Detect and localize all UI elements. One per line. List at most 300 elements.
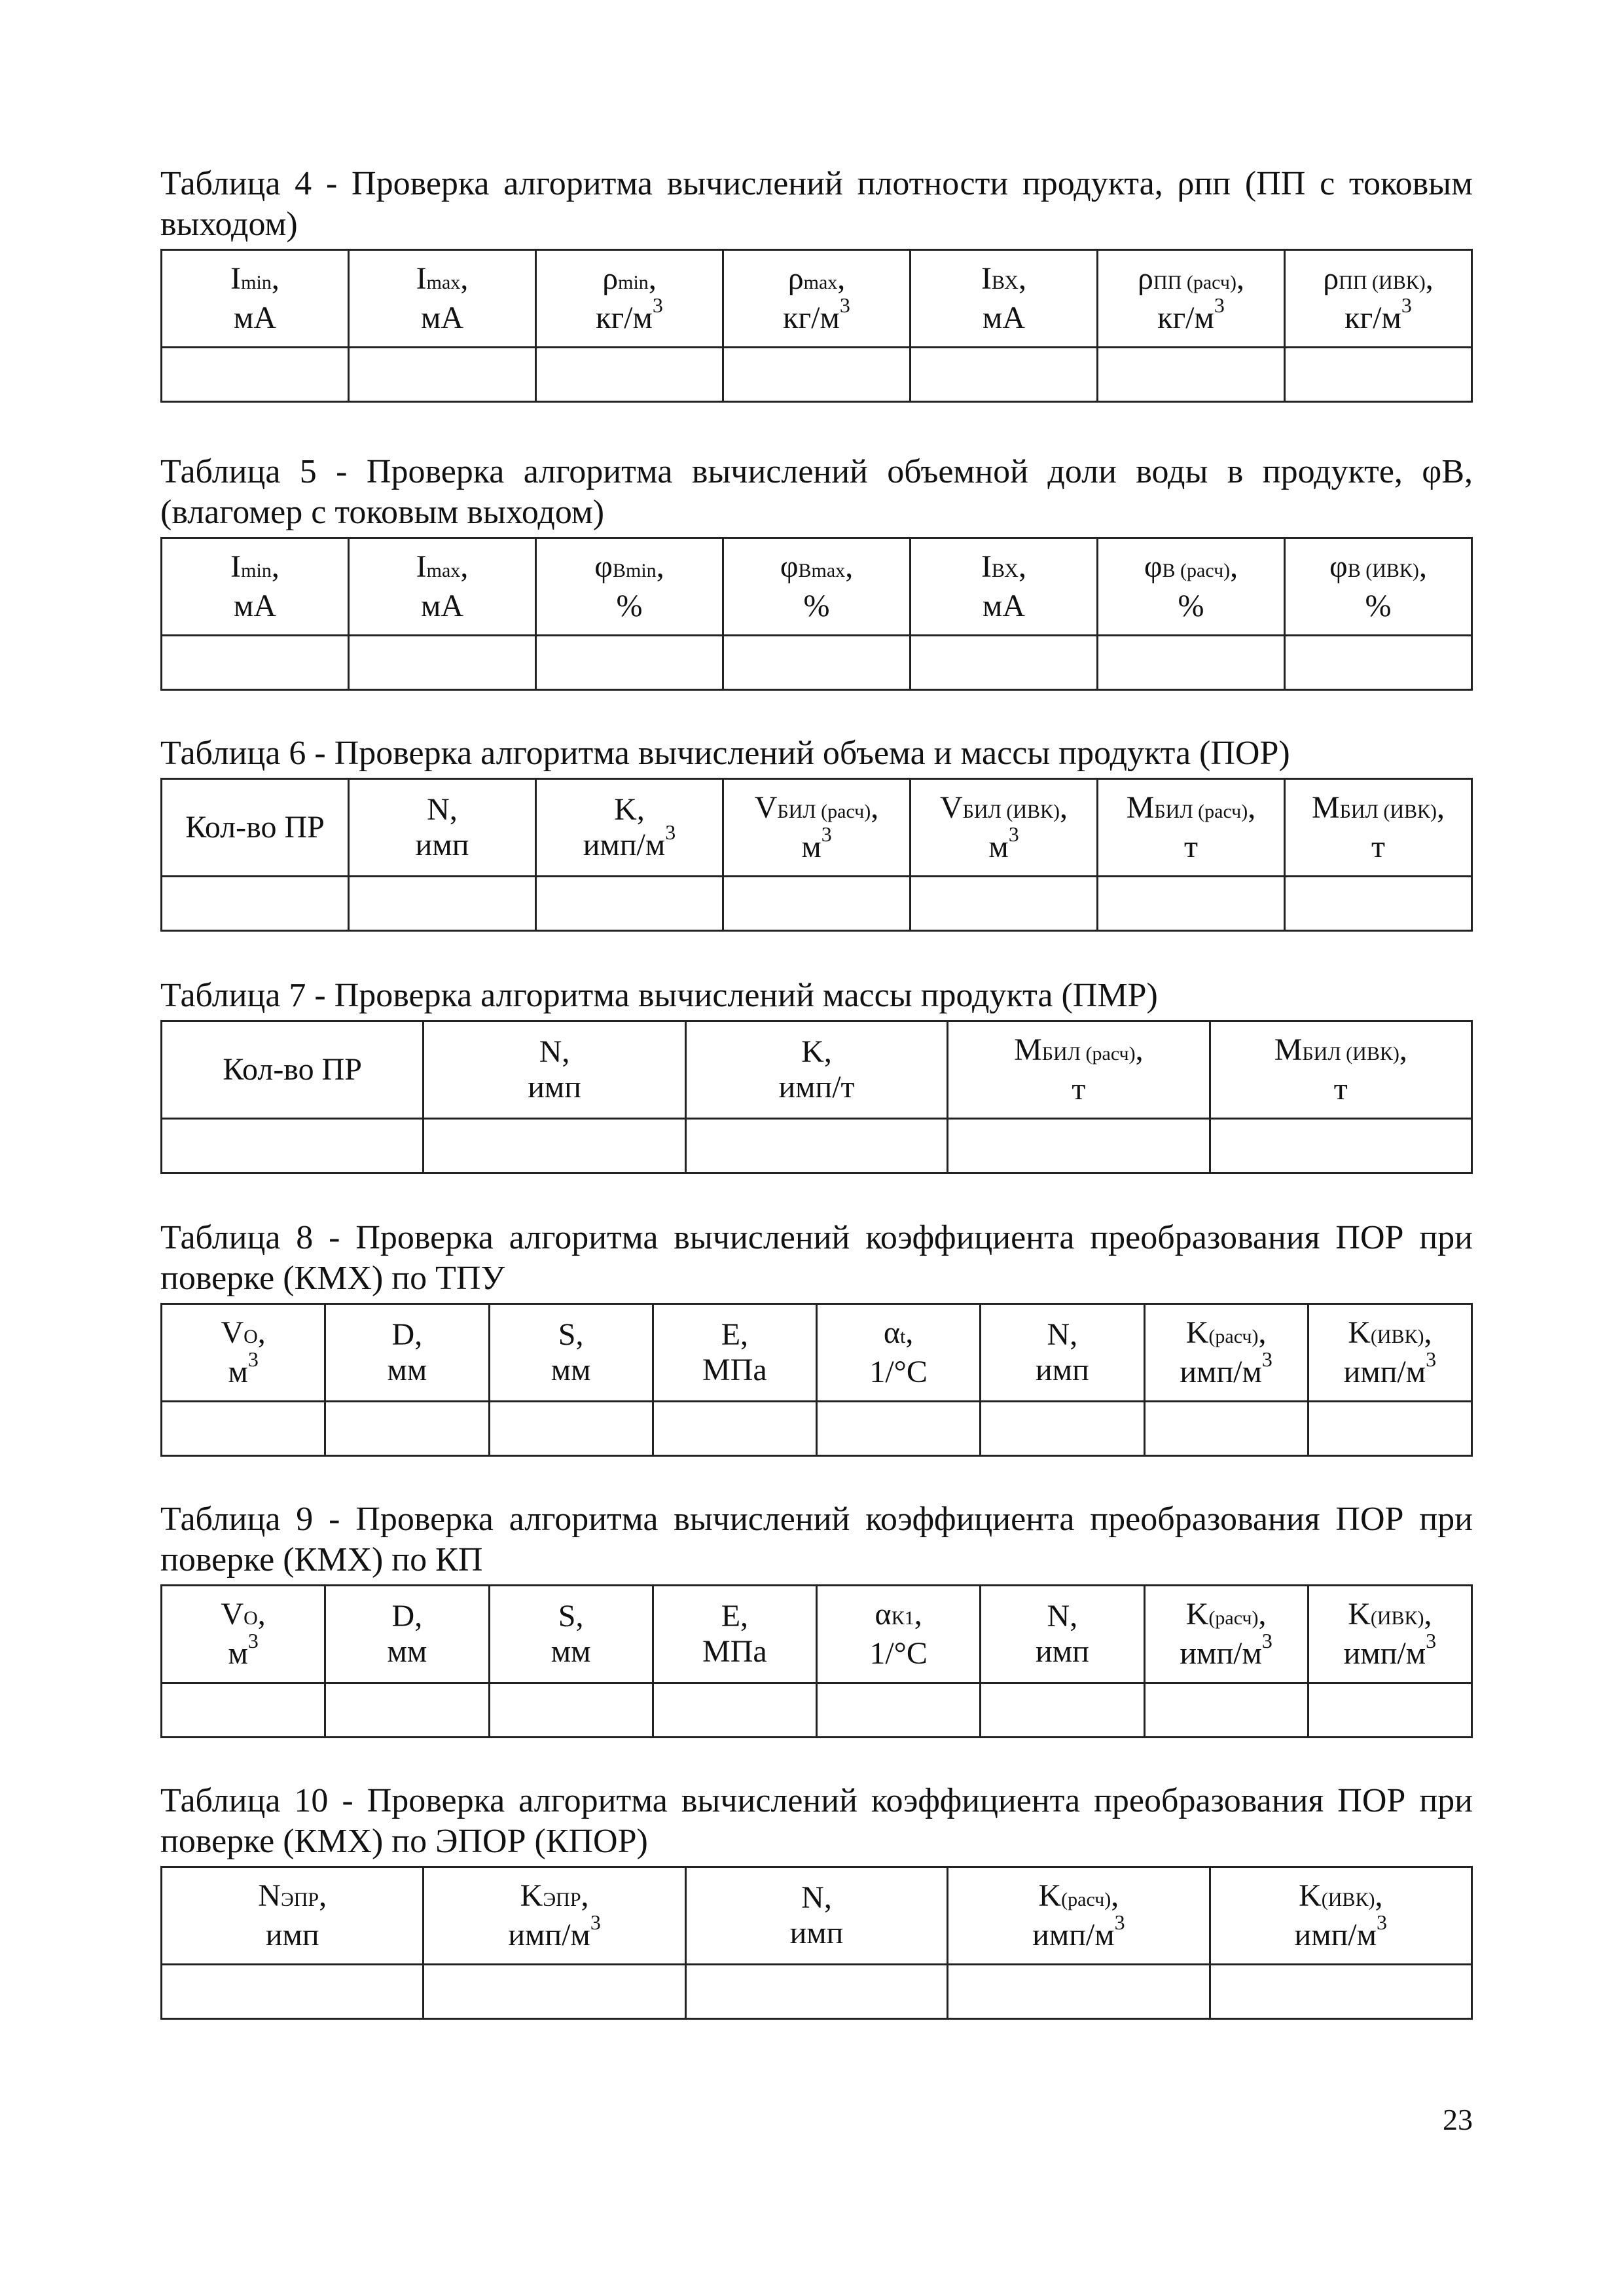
- table-cell[interactable]: [1210, 1965, 1471, 2019]
- separator: ,: [414, 1317, 423, 1352]
- column-symbol: [691, 1034, 943, 1070]
- symbol: V: [939, 790, 963, 825]
- column-unit: [985, 1634, 1139, 1669]
- column-header: [162, 250, 349, 348]
- table-cell[interactable]: [325, 1402, 489, 1456]
- separator: ,: [1070, 1317, 1078, 1352]
- table-cell[interactable]: [911, 877, 1098, 931]
- separator: ,: [1375, 1878, 1383, 1913]
- column-unit: [353, 828, 531, 863]
- table-cell[interactable]: [536, 636, 723, 690]
- symbol: K: [801, 1034, 824, 1069]
- table-cell[interactable]: [424, 1965, 685, 2019]
- column-header: [349, 779, 536, 877]
- table-cell[interactable]: [162, 348, 349, 402]
- unit-superscript: 3: [247, 1629, 259, 1652]
- symbol: E: [721, 1599, 741, 1633]
- table-cell[interactable]: [536, 877, 723, 931]
- separator: ,: [271, 549, 280, 584]
- unit-superscript: 3: [1401, 293, 1412, 317]
- column-header: [349, 250, 536, 348]
- column-unit: [541, 293, 718, 336]
- column-header: [424, 1867, 685, 1965]
- unit: м: [801, 829, 821, 864]
- column-unit: [952, 1910, 1204, 1953]
- column-header: [325, 1586, 489, 1683]
- symbol: I: [230, 261, 242, 296]
- unit: имп/м: [1343, 1355, 1426, 1389]
- separator: ,: [1425, 261, 1434, 296]
- table-cell[interactable]: [817, 1402, 981, 1456]
- table-row: [162, 1402, 1472, 1456]
- table-10-caption: Таблица 10 - Проверка алгоритма вычислений коэффициента преобразования ПОР при поверке (КМХ) по ЭПОР (КПОР): [160, 1782, 1473, 1860]
- table-5-block: [160, 452, 1473, 691]
- column-header: [489, 1304, 653, 1402]
- column-unit: [541, 589, 718, 624]
- unit: кг/м: [1157, 301, 1214, 335]
- symbol-subscript: ВХ: [992, 560, 1019, 581]
- unit-superscript: 3: [247, 1347, 259, 1371]
- column-symbol: [1149, 1597, 1303, 1636]
- column-symbol: [330, 1317, 484, 1353]
- column-unit: [330, 1634, 484, 1669]
- separator: ,: [1018, 261, 1026, 296]
- unit-superscript: 3: [1426, 1347, 1437, 1371]
- column-header: [981, 1304, 1144, 1402]
- column-header: [349, 538, 536, 636]
- table-cell[interactable]: [1285, 348, 1472, 402]
- symbol-subscript: В (ИВК): [1347, 560, 1419, 581]
- table-5: [160, 537, 1473, 691]
- symbol: K: [520, 1878, 543, 1913]
- table-cell[interactable]: [1098, 348, 1285, 402]
- table-10: [160, 1866, 1473, 2020]
- column-header: [1144, 1586, 1308, 1683]
- column-symbol: [728, 261, 905, 301]
- table-cell[interactable]: [723, 636, 911, 690]
- symbol: V: [754, 790, 778, 825]
- column-unit: [1149, 1629, 1303, 1671]
- table-cell[interactable]: [1308, 1683, 1471, 1738]
- separator: ,: [914, 1597, 922, 1631]
- column-symbol: [691, 1880, 943, 1916]
- symbol: K: [1348, 1597, 1371, 1631]
- unit: имп: [265, 1918, 319, 1952]
- column-header: [162, 1304, 325, 1402]
- column-unit: [658, 1634, 812, 1669]
- table-cell[interactable]: [948, 1119, 1210, 1173]
- header-row: [162, 1586, 1472, 1683]
- unit: мм: [550, 1634, 591, 1669]
- separator: ,: [1060, 790, 1068, 825]
- table-cell[interactable]: [817, 1683, 981, 1738]
- table-10-block: [160, 1781, 1473, 2020]
- table-row: [162, 636, 1472, 690]
- symbol: M: [1014, 1032, 1042, 1067]
- unit: имп: [415, 828, 469, 862]
- column-unit: [1313, 1347, 1467, 1390]
- column-symbol: [915, 790, 1092, 829]
- column-unit: [691, 1916, 943, 1951]
- column-unit: [658, 1353, 812, 1388]
- column-unit: [166, 301, 344, 336]
- column-unit: [728, 293, 905, 336]
- symbol-subscript: В (расч): [1162, 560, 1231, 581]
- table-row: [162, 348, 1472, 402]
- symbol-subscript: max: [426, 560, 461, 581]
- symbol: D: [391, 1317, 415, 1352]
- unit: кг/м: [783, 301, 840, 335]
- column-unit: [541, 820, 718, 863]
- table-cell[interactable]: [685, 1965, 947, 2019]
- symbol: N: [258, 1878, 281, 1913]
- unit: мм: [387, 1634, 427, 1669]
- unit: мА: [982, 301, 1026, 335]
- column-header: [1144, 1304, 1308, 1402]
- table-cell[interactable]: [1144, 1402, 1308, 1456]
- symbol: N: [1047, 1317, 1070, 1352]
- symbol: V: [221, 1597, 244, 1631]
- table-cell[interactable]: [1285, 636, 1472, 690]
- column-unit: [1102, 589, 1280, 624]
- column-header: [325, 1304, 489, 1402]
- symbol: D: [391, 1599, 415, 1633]
- column-header: [911, 538, 1098, 636]
- column-symbol: [1215, 1032, 1467, 1072]
- column-unit: [728, 589, 905, 624]
- table-cell[interactable]: [1098, 636, 1285, 690]
- column-symbol: [985, 1317, 1139, 1353]
- column-symbol: [166, 1052, 418, 1087]
- unit: имп/м: [1180, 1636, 1262, 1671]
- column-header: [685, 1021, 947, 1119]
- unit: м: [228, 1355, 248, 1389]
- column-unit: [1149, 1347, 1303, 1390]
- separator: ,: [1437, 790, 1445, 825]
- table-cell[interactable]: [349, 877, 536, 931]
- symbol-subscript: ПП (ИВК): [1339, 272, 1426, 293]
- unit: мА: [420, 301, 464, 335]
- symbol: Кол-во ПР: [223, 1052, 362, 1087]
- table-cell[interactable]: [1285, 877, 1472, 931]
- unit: мА: [420, 589, 464, 623]
- unit: мм: [550, 1353, 591, 1387]
- column-symbol: [353, 792, 531, 828]
- separator: ,: [1070, 1599, 1078, 1633]
- separator: ,: [636, 792, 645, 827]
- table-cell[interactable]: [981, 1402, 1144, 1456]
- symbol: S: [558, 1599, 576, 1633]
- symbol-subscript: ЭПР: [280, 1889, 319, 1910]
- symbol-subscript: БИЛ (расч): [1041, 1043, 1136, 1065]
- table-cell[interactable]: [162, 1402, 325, 1456]
- table-cell[interactable]: [911, 636, 1098, 690]
- symbol: M: [1274, 1032, 1303, 1067]
- unit: имп/м: [583, 828, 666, 862]
- table-cell[interactable]: [948, 1965, 1210, 2019]
- symbol: N: [427, 792, 450, 827]
- column-unit: [915, 589, 1092, 624]
- page-number: 23: [1443, 2103, 1473, 2136]
- symbol-subscript: O: [244, 1326, 258, 1347]
- column-unit: [691, 1070, 943, 1105]
- unit: кг/м: [1344, 301, 1401, 335]
- column-header: [817, 1304, 981, 1402]
- unit: %: [803, 589, 830, 623]
- column-unit: [1313, 1629, 1467, 1671]
- table-cell[interactable]: [653, 1683, 816, 1738]
- column-unit: [494, 1353, 648, 1388]
- table-9-caption: Таблица 9 - Проверка алгоритма вычислений коэффициента преобразования ПОР при поверке (КМХ) по КП: [160, 1501, 1473, 1578]
- symbol: M: [1311, 790, 1340, 825]
- table-7: [160, 1020, 1473, 1174]
- column-symbol: [952, 1032, 1204, 1072]
- symbol: K: [614, 792, 637, 827]
- symbol-subscript: max: [426, 272, 461, 293]
- column-symbol: [658, 1599, 812, 1634]
- unit: т: [1184, 829, 1198, 864]
- symbol-subscript: БИЛ (ИВК): [1339, 801, 1437, 822]
- header-row: [162, 538, 1472, 636]
- unit: т: [1072, 1072, 1086, 1106]
- column-header: [1285, 779, 1472, 877]
- column-symbol: [728, 790, 905, 829]
- column-header: [424, 1021, 685, 1119]
- table-cell[interactable]: [489, 1683, 653, 1738]
- separator: ,: [1258, 1597, 1267, 1631]
- unit: 1/°C: [869, 1355, 928, 1389]
- symbol-subscript: (ИВК): [1321, 1889, 1375, 1910]
- table-cell[interactable]: [911, 348, 1098, 402]
- separator: ,: [1258, 1315, 1267, 1350]
- separator: ,: [562, 1034, 570, 1069]
- table-8-block: [160, 1218, 1473, 1457]
- column-symbol: [728, 549, 905, 589]
- symbol-subscript: t: [900, 1326, 906, 1347]
- column-symbol: [1290, 549, 1467, 589]
- column-header: [981, 1586, 1144, 1683]
- symbol-subscript: (расч): [1208, 1326, 1259, 1347]
- column-symbol: [166, 1315, 320, 1355]
- column-header: [162, 1021, 424, 1119]
- unit-superscript: 3: [1261, 1629, 1272, 1652]
- symbol-subscript: БИЛ (ИВК): [962, 801, 1060, 822]
- separator: ,: [905, 1315, 914, 1350]
- symbol: N: [1047, 1599, 1070, 1633]
- table-cell[interactable]: [536, 348, 723, 402]
- column-unit: [330, 1353, 484, 1388]
- table-row: [162, 877, 1472, 931]
- table-4: [160, 249, 1473, 403]
- separator: ,: [449, 792, 458, 827]
- table-cell[interactable]: [162, 1119, 424, 1173]
- separator: ,: [823, 1034, 832, 1069]
- separator: ,: [837, 261, 846, 296]
- unit: мА: [233, 301, 277, 335]
- column-symbol: [166, 1597, 320, 1636]
- symbol-subscript: ЭПР: [543, 1889, 581, 1910]
- symbol: K: [1038, 1878, 1062, 1913]
- column-header: [162, 1867, 424, 1965]
- column-symbol: [428, 1034, 680, 1070]
- symbol-subscript: ПП (расч): [1153, 272, 1236, 293]
- table-cell[interactable]: [723, 877, 911, 931]
- column-header: [1285, 250, 1472, 348]
- unit-superscript: 3: [1114, 1910, 1125, 1934]
- unit: мА: [982, 589, 1026, 623]
- column-header: [536, 779, 723, 877]
- symbol: I: [416, 261, 427, 296]
- separator: ,: [319, 1878, 327, 1913]
- symbol: α: [875, 1597, 892, 1631]
- table-4-block: [160, 164, 1473, 403]
- unit-superscript: 3: [665, 820, 676, 844]
- table-cell[interactable]: [489, 1402, 653, 1456]
- column-header: [911, 779, 1098, 877]
- column-header: [1098, 538, 1285, 636]
- symbol-subscript: (ИВК): [1370, 1326, 1424, 1347]
- column-unit: [428, 1070, 680, 1105]
- header-row: [162, 1021, 1472, 1119]
- separator: ,: [460, 261, 469, 296]
- table-cell[interactable]: [349, 636, 536, 690]
- table-8: [160, 1303, 1473, 1457]
- unit: имп/м: [1032, 1918, 1115, 1952]
- table-cell[interactable]: [723, 348, 911, 402]
- column-header: [653, 1586, 816, 1683]
- symbol: ρ: [602, 261, 619, 296]
- column-header: [911, 250, 1098, 348]
- column-header: [536, 250, 723, 348]
- table-7-block: [160, 975, 1473, 1174]
- column-header: [1210, 1021, 1471, 1119]
- header-row: [162, 779, 1472, 877]
- table-cell[interactable]: [162, 1965, 424, 2019]
- separator: ,: [271, 261, 280, 296]
- column-header: [162, 538, 349, 636]
- unit: м: [988, 829, 1009, 864]
- table-5-caption: Таблица 5 - Проверка алгоритма вычислений объемной доли воды в продукте, φВ, (влагомер с токовым выходом): [160, 453, 1473, 531]
- table-cell[interactable]: [162, 877, 349, 931]
- table-cell[interactable]: [1144, 1683, 1308, 1738]
- column-header: [723, 779, 911, 877]
- header-row: [162, 1304, 1472, 1402]
- column-header: [489, 1586, 653, 1683]
- column-symbol: [541, 549, 718, 589]
- column-symbol: [330, 1599, 484, 1634]
- unit: имп: [789, 1916, 844, 1950]
- separator: ,: [1018, 549, 1026, 584]
- separator: ,: [1424, 1597, 1432, 1631]
- unit: имп/м: [1294, 1918, 1377, 1952]
- unit: имп/м: [1343, 1636, 1426, 1671]
- separator: ,: [1111, 1878, 1119, 1913]
- column-header: [1098, 779, 1285, 877]
- column-symbol: [166, 261, 344, 301]
- column-unit: [1290, 293, 1467, 336]
- column-symbol: [166, 549, 344, 589]
- table-cell[interactable]: [162, 1683, 325, 1738]
- symbol: Кол-во ПР: [185, 810, 325, 845]
- unit: %: [616, 589, 643, 623]
- unit: м: [228, 1636, 248, 1671]
- column-symbol: [1102, 790, 1280, 829]
- separator: ,: [1424, 1315, 1432, 1350]
- separator: ,: [1230, 549, 1238, 584]
- column-unit: [821, 1636, 975, 1671]
- table-cell[interactable]: [1098, 877, 1285, 931]
- symbol-subscript: БИЛ (расч): [777, 801, 871, 822]
- column-unit: [353, 589, 531, 624]
- symbol: M: [1126, 790, 1155, 825]
- unit-superscript: 3: [839, 293, 850, 317]
- symbol-subscript: Вmin: [613, 560, 657, 581]
- table-6: [160, 778, 1473, 932]
- symbol-subscript: O: [244, 1607, 258, 1629]
- separator: ,: [1418, 549, 1427, 584]
- separator: ,: [575, 1599, 584, 1633]
- unit-superscript: 3: [1008, 822, 1019, 846]
- column-header: [162, 1586, 325, 1683]
- separator: ,: [648, 261, 657, 296]
- symbol: α: [883, 1315, 901, 1350]
- column-unit: [353, 301, 531, 336]
- separator: ,: [575, 1317, 584, 1352]
- separator: ,: [871, 790, 879, 825]
- column-symbol: [821, 1597, 975, 1636]
- table-row: [162, 1965, 1472, 2019]
- table-cell[interactable]: [1308, 1402, 1471, 1456]
- table-cell[interactable]: [1210, 1119, 1471, 1173]
- column-unit: [728, 822, 905, 865]
- symbol-subscript: ВХ: [992, 272, 1019, 293]
- separator: ,: [823, 1880, 832, 1915]
- symbol: I: [416, 549, 427, 584]
- table-cell[interactable]: [653, 1402, 816, 1456]
- symbol: N: [539, 1034, 562, 1069]
- separator: ,: [1248, 790, 1256, 825]
- table-cell[interactable]: [685, 1119, 947, 1173]
- column-header: [1285, 538, 1472, 636]
- symbol-subscript: К1: [891, 1607, 914, 1629]
- table-cell[interactable]: [349, 348, 536, 402]
- symbol-subscript: (расч): [1208, 1607, 1259, 1629]
- unit-superscript: 3: [821, 822, 832, 846]
- header-row: [162, 250, 1472, 348]
- unit: имп/м: [1180, 1355, 1262, 1389]
- column-unit: [915, 822, 1092, 865]
- column-symbol: [1149, 1315, 1303, 1355]
- column-symbol: [353, 549, 531, 589]
- column-unit: [1102, 829, 1280, 865]
- table-cell[interactable]: [981, 1683, 1144, 1738]
- symbol: ρ: [1138, 261, 1153, 296]
- table-cell[interactable]: [424, 1119, 685, 1173]
- table-cell[interactable]: [325, 1683, 489, 1738]
- header-row: [162, 1867, 1472, 1965]
- symbol: I: [981, 549, 992, 584]
- column-symbol: [1290, 790, 1467, 829]
- symbol: N: [801, 1880, 824, 1915]
- column-header: [1098, 250, 1285, 348]
- column-symbol: [985, 1599, 1139, 1634]
- column-symbol: [541, 792, 718, 828]
- column-unit: [494, 1634, 648, 1669]
- symbol-subscript: min: [618, 272, 649, 293]
- table-cell[interactable]: [162, 636, 349, 690]
- unit-superscript: 3: [1261, 1347, 1272, 1371]
- column-header: [685, 1867, 947, 1965]
